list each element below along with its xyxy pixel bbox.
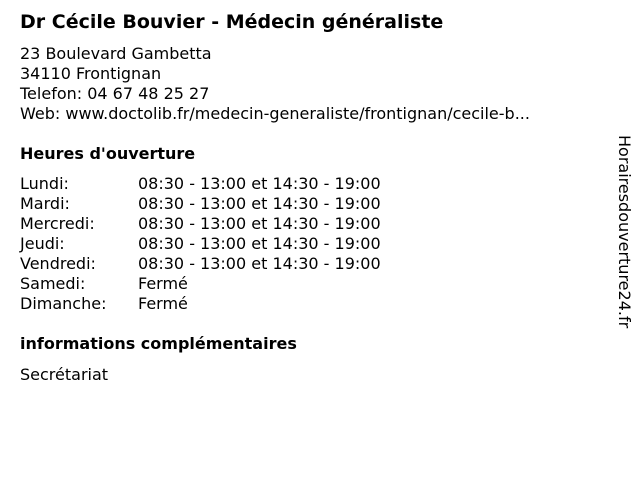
- opening-hours-table: [20, 174, 381, 314]
- address-block: [20, 44, 530, 124]
- hours-row-monday: [20, 174, 381, 194]
- additional-info-text: Secrétariat: [20, 365, 109, 384]
- hours-row-sunday: [20, 294, 381, 314]
- time-value: 08:30 - 13:00 et 14:30 - 19:00: [138, 174, 381, 193]
- page-title: Dr Cécile Bouvier - Médecin généraliste: [20, 11, 444, 33]
- hours-row-wednesday: [20, 214, 381, 234]
- city-address: 34110 Frontignan: [20, 64, 162, 83]
- day-label: Vendredi:: [20, 254, 96, 273]
- time-value: 08:30 - 13:00 et 14:30 - 19:00: [138, 214, 381, 233]
- additional-info-heading: informations complémentaires: [20, 334, 297, 353]
- opening-hours-heading: Heures d'ouverture: [20, 144, 196, 163]
- hours-row-thursday: [20, 234, 381, 254]
- time-value: 08:30 - 13:00 et 14:30 - 19:00: [138, 234, 381, 253]
- phone-number: Telefon: 04 67 48 25 27: [20, 84, 210, 103]
- hours-row-saturday: [20, 274, 381, 294]
- website-link[interactable]: Web: www.doctolib.fr/medecin-generaliste/frontignan/cecile-b...: [20, 104, 530, 123]
- hours-row-friday: [20, 254, 381, 274]
- time-value: 08:30 - 13:00 et 14:30 - 19:00: [138, 194, 381, 213]
- time-value: Fermé: [138, 294, 188, 313]
- time-value: Fermé: [138, 274, 188, 293]
- day-label: Mercredi:: [20, 214, 95, 233]
- time-value: 08:30 - 13:00 et 14:30 - 19:00: [138, 254, 381, 273]
- day-label: Samedi:: [20, 274, 86, 293]
- day-label: Jeudi:: [20, 234, 65, 253]
- hours-row-tuesday: [20, 194, 381, 214]
- street-address: 23 Boulevard Gambetta: [20, 44, 212, 63]
- site-watermark: Horairesdouverture24.fr: [615, 135, 634, 329]
- day-label: Mardi:: [20, 194, 70, 213]
- day-label: Lundi:: [20, 174, 69, 193]
- day-label: Dimanche:: [20, 294, 107, 313]
